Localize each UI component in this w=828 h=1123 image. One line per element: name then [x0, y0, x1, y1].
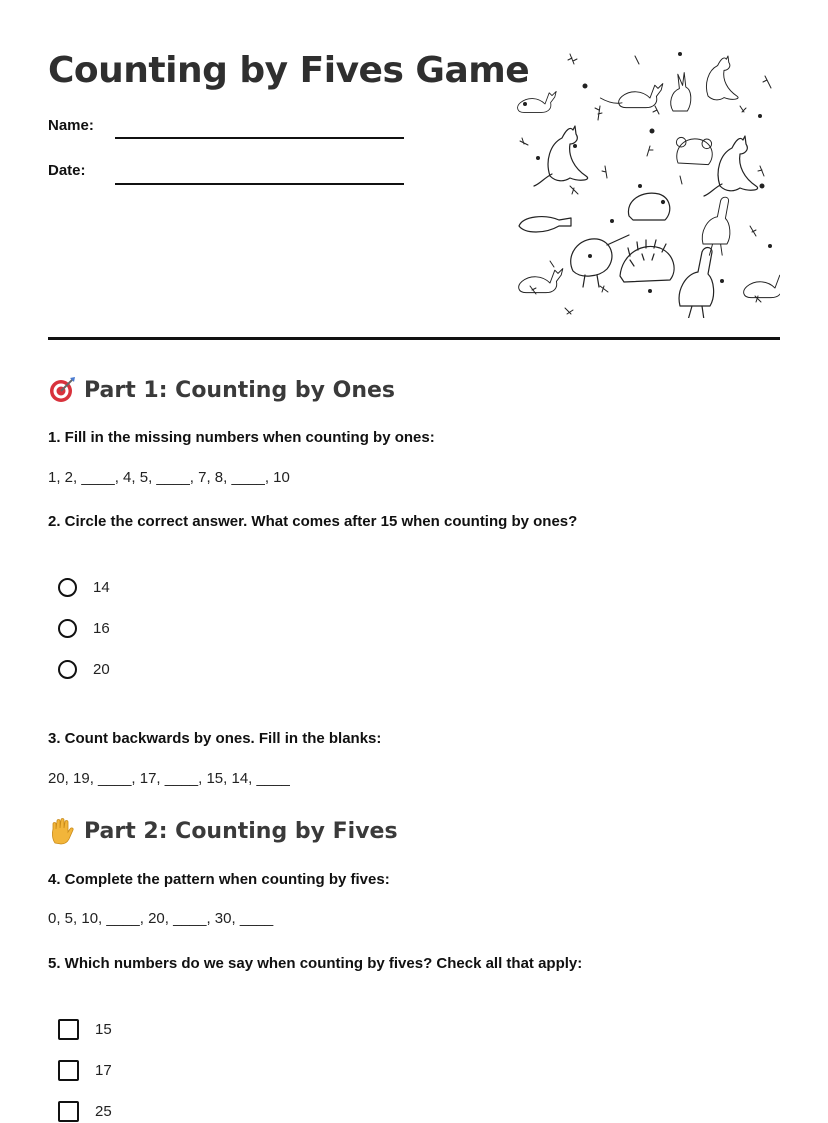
- date-label: Date:: [48, 162, 86, 179]
- question-3-sequence: 20, 19, ____, 17, ____, 15, 14, ____: [48, 770, 290, 787]
- q2-option-14[interactable]: [58, 575, 110, 599]
- question-1-sequence: 1, 2, ____, 4, 5, ____, 7, 8, ____, 10: [48, 469, 290, 486]
- rabbit-icon: [671, 73, 691, 111]
- question-3: 3. Count backwards by ones. Fill in the blanks:: [48, 730, 382, 747]
- kangaroo-icon: [519, 269, 563, 293]
- question-5: 5. Which numbers do we say when counting by fives? Check all that apply:: [48, 955, 583, 972]
- checkbox[interactable]: [58, 1101, 79, 1122]
- platypus-icon: [519, 217, 571, 232]
- date-field[interactable]: [115, 183, 404, 185]
- q5-option-17[interactable]: [58, 1058, 112, 1082]
- option-label: 15: [95, 1020, 112, 1038]
- kangaroo-icon: [744, 274, 780, 298]
- question-4: 4. Complete the pattern when counting by fives:: [48, 871, 390, 888]
- flower-icon: [523, 52, 772, 293]
- question-2: 2. Circle the correct answer. What comes after 15 when counting by ones?: [48, 513, 578, 530]
- radio-button[interactable]: [58, 578, 77, 597]
- option-label: 20: [93, 660, 110, 678]
- question-1: 1. Fill in the missing numbers when counting by ones:: [48, 429, 435, 446]
- part2-heading-text: Part 2: Counting by Fives: [84, 818, 398, 844]
- part1-heading: [48, 376, 395, 404]
- worksheet-page: [48, 0, 780, 1118]
- q5-option-15[interactable]: [58, 1017, 112, 1041]
- kangaroo-icon: [704, 136, 758, 196]
- emu-icon: [679, 248, 714, 319]
- kangaroo-icon: [706, 56, 738, 100]
- target-icon: [48, 376, 76, 404]
- kangaroo-icon: [518, 91, 557, 112]
- checkbox[interactable]: [58, 1019, 79, 1040]
- echidna-icon: [620, 240, 674, 282]
- name-label: Name:: [48, 117, 94, 134]
- part2-heading: [48, 817, 398, 845]
- header-divider: [48, 337, 780, 340]
- kangaroo-icon: [600, 84, 662, 108]
- emu-icon: [702, 197, 730, 255]
- name-field[interactable]: [115, 137, 404, 139]
- kiwi-bird-icon: [571, 235, 629, 287]
- part1-heading-text: Part 1: Counting by Ones: [84, 377, 396, 403]
- wombat-icon: [628, 193, 669, 220]
- radio-button[interactable]: [58, 660, 77, 679]
- q2-option-16[interactable]: [58, 616, 110, 640]
- option-label: 16: [93, 619, 110, 637]
- raised-hand-icon: [48, 817, 76, 845]
- page-title: Counting by Fives Game: [48, 50, 530, 91]
- option-label: 14: [93, 578, 110, 596]
- animal-pattern-illustration: [510, 46, 780, 318]
- option-label: 25: [95, 1102, 112, 1120]
- koala-icon: [676, 137, 712, 164]
- q5-option-25[interactable]: [58, 1099, 112, 1123]
- question-4-sequence: 0, 5, 10, ____, 20, ____, 30, ____: [48, 910, 274, 927]
- radio-button[interactable]: [58, 619, 77, 638]
- checkbox[interactable]: [58, 1060, 79, 1081]
- kangaroo-icon: [534, 126, 588, 186]
- option-label: 17: [95, 1061, 112, 1079]
- q2-option-20[interactable]: [58, 657, 110, 681]
